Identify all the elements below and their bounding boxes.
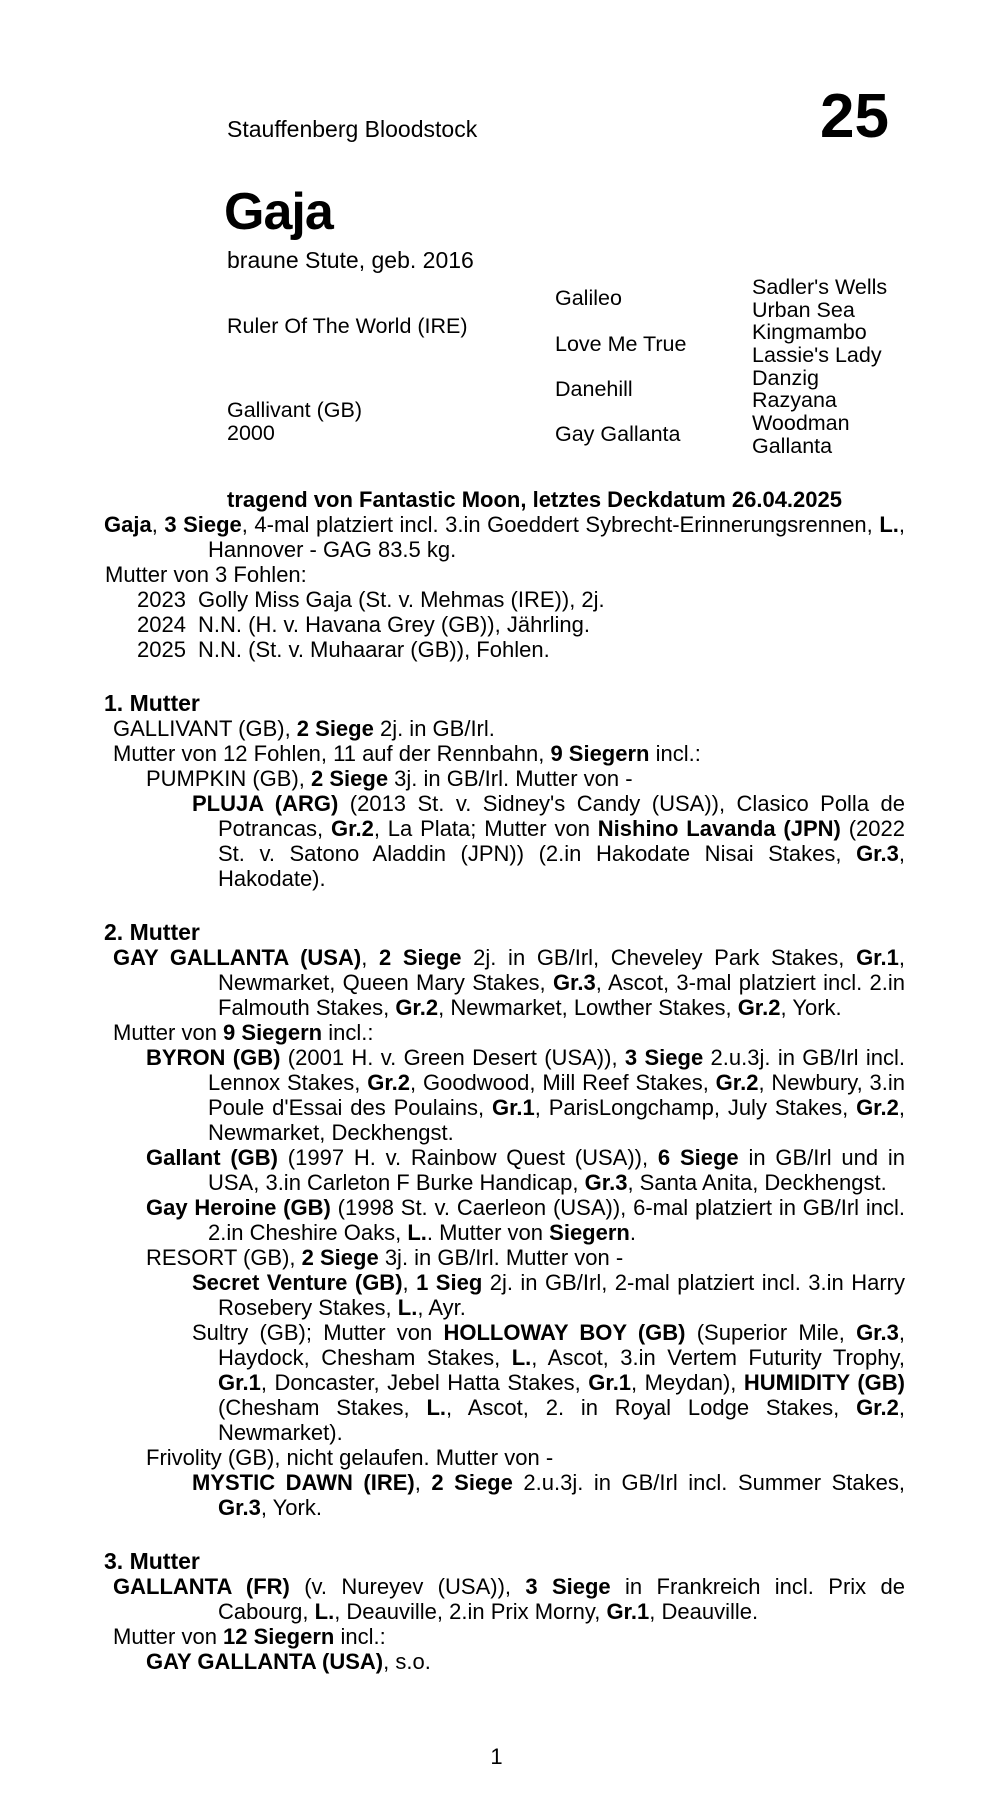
plain-text: , Santa Anita, Deckhengst. xyxy=(627,1170,887,1195)
plain-text: , xyxy=(361,945,379,970)
emphasized-text: L. xyxy=(879,512,899,537)
plain-text: RESORT (GB), xyxy=(146,1245,302,1270)
plain-text: , York. xyxy=(780,995,842,1020)
pedigree-grandparent: Love Me True xyxy=(555,331,687,356)
pedigree-great-grandparent: Kingmambo xyxy=(752,320,867,345)
emphasized-text: Siegern xyxy=(549,1220,630,1245)
plain-text: GALLIVANT (GB), xyxy=(113,716,297,741)
lot-number: 25 xyxy=(820,82,889,151)
emphasized-text: Gr.1 xyxy=(218,1370,261,1395)
emphasized-text: Gr.3 xyxy=(856,841,899,866)
emphasized-text: 9 Siegern xyxy=(550,741,650,766)
emphasized-text: 9 Siegern xyxy=(223,1020,323,1045)
plain-text: Frivolity (GB), nicht gelaufen. Mutter von - xyxy=(146,1445,554,1470)
pedigree-text-paragraph xyxy=(104,1145,905,1195)
plain-text: , York. xyxy=(260,1495,322,1520)
emphasized-text: 3 Siege xyxy=(164,512,242,537)
plain-text: (1997 H. v. Rainbow Quest (USA)), xyxy=(278,1145,658,1170)
covering-status-line: tragend von Fantastic Moon, letztes Deckdatum 26.04.2025 xyxy=(227,487,842,512)
plain-text: , xyxy=(414,1470,432,1495)
plain-text: , La Plata; Mutter von xyxy=(373,816,598,841)
plain-text: , Newmarket). xyxy=(218,1395,905,1445)
plain-text: , xyxy=(151,512,165,537)
mutter-section-heading: 1. Mutter xyxy=(104,690,200,716)
plain-text: Mutter von xyxy=(113,1020,224,1045)
plain-text: , ParisLongchamp, July Stakes, xyxy=(534,1095,857,1120)
pedigree-text-paragraph xyxy=(104,1320,905,1445)
plain-text: Mutter von xyxy=(113,1624,224,1649)
plain-text: , Ayr. xyxy=(417,1295,466,1320)
pedigree-text-paragraph xyxy=(104,1270,905,1320)
emphasized-text: Gr.3 xyxy=(856,1320,899,1345)
pedigree-great-grandparent: Woodman xyxy=(752,411,850,436)
pedigree-text-block xyxy=(104,487,905,1674)
page-number: 1 xyxy=(490,1744,503,1769)
pedigree-text-paragraph xyxy=(104,791,905,891)
plain-text: , xyxy=(402,1270,417,1295)
foal-row xyxy=(104,587,905,612)
pedigree-grandparent: Gay Gallanta xyxy=(555,422,681,447)
plain-text: , Goodwood, Mill Reef Stakes, xyxy=(410,1070,716,1095)
plain-text: , Doncaster, Jebel Hatta Stakes, xyxy=(260,1370,589,1395)
emphasized-text: L. xyxy=(511,1345,532,1370)
emphasized-text: 2 Siege xyxy=(431,1470,513,1495)
foal-list xyxy=(104,587,905,662)
plain-text: , 4-mal platziert incl. 3.in Goeddert Sybrecht-Erinnerungsrennen, xyxy=(241,512,880,537)
emphasized-text: Gaja xyxy=(104,512,152,537)
emphasized-text: 6 Siege xyxy=(657,1145,739,1170)
publisher-name: Stauffenberg Bloodstock xyxy=(227,116,478,142)
emphasized-text: Gr.3 xyxy=(584,1170,628,1195)
emphasized-text: 2 Siege xyxy=(311,766,389,791)
pedigree-text-paragraph xyxy=(104,1195,905,1245)
dam-sections xyxy=(104,691,905,1674)
plain-text: Mutter von 12 Fohlen, 11 auf der Rennbahn, xyxy=(113,741,551,766)
foal-description: N.N. (St. v. Muhaarar (GB)), Fohlen. xyxy=(198,637,550,662)
plain-text: , Ascot, 3.in Vertem Futurity Trophy, xyxy=(531,1345,905,1370)
emphasized-text: Gr.1 xyxy=(491,1095,535,1120)
plain-text: in GB/Irl und in USA, 3.in Carleton F Burke Handicap, xyxy=(208,1145,905,1195)
emphasized-text: Gr.2 xyxy=(367,1070,411,1095)
plain-text: , Deauville, 2.in Prix Morny, xyxy=(334,1599,607,1624)
emphasized-text: Gr.2 xyxy=(715,1070,759,1095)
pedigree-grandparent: Galileo xyxy=(555,286,622,311)
plain-text: , Hakodate). xyxy=(218,841,905,891)
emphasized-text: Gr.2 xyxy=(737,995,781,1020)
emphasized-text: L. xyxy=(426,1395,447,1420)
pedigree-text-paragraph xyxy=(104,741,905,766)
emphasized-text: Gr.3 xyxy=(218,1495,261,1520)
plain-text: (1998 St. v. Caerleon (USA)), 6-mal platziert in GB/Irl incl. 2.in Cheshire Oaks, xyxy=(208,1195,905,1245)
emphasized-text: GAY GALLANTA (USA) xyxy=(146,1649,384,1674)
pedigree-text-paragraph xyxy=(104,716,905,741)
emphasized-text: L. xyxy=(314,1599,335,1624)
plain-text: PUMPKIN (GB), xyxy=(146,766,312,791)
foal-row xyxy=(104,612,905,637)
pedigree-great-grandparent: Danzig xyxy=(752,365,819,390)
plain-text: in Frankreich incl. Prix de Cabourg, xyxy=(218,1574,905,1624)
pedigree-great-grandparent: Urban Sea xyxy=(752,297,855,322)
pedigree-great-grandparent: Gallanta xyxy=(752,433,833,458)
plain-text: , Newbury, 3.in Poule d'Essai des Poulains, xyxy=(208,1070,905,1120)
plain-text: , Ascot, 3-mal platziert incl. 2.in Falmouth Stakes, xyxy=(218,970,905,1020)
horse-name-title: Gaja xyxy=(224,183,333,241)
emphasized-text: MYSTIC DAWN (IRE) xyxy=(192,1470,415,1495)
plain-text: (2001 H. v. Green Desert (USA)), xyxy=(280,1045,625,1070)
plain-text: , Deauville. xyxy=(649,1599,759,1624)
emphasized-text: 3 Siege xyxy=(624,1045,704,1070)
emphasized-text: Gr.2 xyxy=(856,1095,899,1120)
pedigree-text-paragraph xyxy=(104,766,905,791)
plain-text: incl.: xyxy=(322,1020,374,1045)
plain-text: (Chesham Stakes, xyxy=(218,1395,427,1420)
emphasized-text: GALLANTA (FR) xyxy=(113,1574,290,1599)
plain-text: 3j. in GB/Irl. Mutter von - xyxy=(388,766,633,791)
emphasized-text: L. xyxy=(407,1220,427,1245)
emphasized-text: Gay Heroine (GB) xyxy=(146,1195,331,1220)
mutter-section-heading: 3. Mutter xyxy=(104,1548,200,1574)
plain-text: (2022 St. v. Satono Aladdin (JPN)) (2.in Hakodate Nisai Stakes, xyxy=(218,816,905,866)
plain-text: 2.u.3j. in GB/Irl incl. Lennox Stakes, xyxy=(208,1045,905,1095)
mutter-section-heading: 2. Mutter xyxy=(104,919,200,945)
emphasized-text: Gr.1 xyxy=(606,1599,650,1624)
plain-text: Sultry (GB); Mutter von xyxy=(192,1320,444,1345)
plain-text: , Newmarket, Queen Mary Stakes, xyxy=(218,945,905,995)
pedigree-text-paragraph xyxy=(104,1624,905,1649)
foal-year: 2023 xyxy=(137,587,186,612)
emphasized-text: Gr.3 xyxy=(552,970,596,995)
plain-text: 3j. in GB/Irl. Mutter von - xyxy=(378,1245,624,1270)
emphasized-text: 2 Siege xyxy=(378,945,462,970)
pedigree-text-paragraph xyxy=(104,1649,905,1674)
pedigree-dam-name: Gallivant (GB) xyxy=(227,398,363,423)
emphasized-text: BYRON (GB) xyxy=(146,1045,281,1070)
pedigree-text-paragraph xyxy=(104,1020,905,1045)
emphasized-text: Gr.1 xyxy=(588,1370,632,1395)
emphasized-text: Gallant (GB) xyxy=(146,1145,279,1170)
pedigree-grandparent: Danehill xyxy=(555,377,633,402)
foal-row xyxy=(104,637,905,662)
plain-text: . xyxy=(629,1220,636,1245)
emphasized-text: GAY GALLANTA (USA) xyxy=(113,945,362,970)
foal-description: N.N. (H. v. Havana Grey (GB)), Jährling. xyxy=(198,612,591,637)
emphasized-text: Gr.2 xyxy=(331,816,374,841)
emphasized-text: 1 Sieg xyxy=(416,1270,483,1295)
pedigree-sire-name: Ruler Of The World (IRE) xyxy=(227,314,468,339)
plain-text: (v. Nureyev (USA)), xyxy=(289,1574,526,1599)
plain-text: , Ascot, 2. in Royal Lodge Stakes, xyxy=(446,1395,857,1420)
pedigree-great-grandparent: Sadler's Wells xyxy=(752,275,888,299)
pedigree-text-paragraph xyxy=(104,1574,905,1624)
emphasized-text: 2 Siege xyxy=(301,1245,379,1270)
plain-text: . Mutter von xyxy=(426,1220,550,1245)
plain-text: , s.o. xyxy=(383,1649,431,1674)
plain-text: (Superior Mile, xyxy=(685,1320,857,1345)
pedigree-great-grandparent: Lassie's Lady xyxy=(752,343,882,368)
emphasized-text: 12 Siegern xyxy=(223,1624,335,1649)
foal-description: Golly Miss Gaja (St. v. Mehmas (IRE)), 2j. xyxy=(198,587,605,612)
plain-text: , Haydock, Chesham Stakes, xyxy=(218,1320,905,1370)
plain-text: 2.u.3j. in GB/Irl incl. Summer Stakes, xyxy=(512,1470,905,1495)
pedigree-dam-year: 2000 xyxy=(227,421,275,446)
horse-description: braune Stute, geb. 2016 xyxy=(227,247,474,273)
emphasized-text: HOLLOWAY BOY (GB) xyxy=(443,1320,686,1345)
foal-year: 2024 xyxy=(137,612,186,637)
emphasized-text: HUMIDITY (GB) xyxy=(743,1370,906,1395)
emphasized-text: PLUJA (ARG) xyxy=(192,791,339,816)
emphasized-text: 3 Siege xyxy=(525,1574,611,1599)
emphasized-text: Gr.2 xyxy=(856,1395,899,1420)
emphasized-text: 2 Siege xyxy=(296,716,374,741)
race-record-paragraph xyxy=(104,512,905,562)
plain-text: , Newmarket, Lowther Stakes, xyxy=(438,995,738,1020)
plain-text: , Meydan), xyxy=(631,1370,744,1395)
plain-text: (2013 St. v. Sidney's Candy (USA)), Clasico Polla de Potrancas, xyxy=(218,791,905,841)
emphasized-text: Gr.1 xyxy=(856,945,899,970)
plain-text: incl.: xyxy=(334,1624,386,1649)
produce-count-line: Mutter von 3 Fohlen: xyxy=(105,562,307,587)
emphasized-text: L. xyxy=(397,1295,418,1320)
plain-text: 2j. in GB/Irl, 2-mal platziert incl. 3.in Harry Rosebery Stakes, xyxy=(218,1270,906,1320)
plain-text: 2j. in GB/Irl, Cheveley Park Stakes, xyxy=(461,945,857,970)
pedigree-dam xyxy=(227,367,555,458)
foal-year: 2025 xyxy=(137,637,186,662)
pedigree-text-paragraph xyxy=(104,945,905,1020)
pedigree-text-paragraph xyxy=(104,1470,905,1520)
emphasized-text: Nishino Lavanda (JPN) xyxy=(597,816,841,841)
emphasized-text: Gr.2 xyxy=(395,995,439,1020)
pedigree-text-paragraph xyxy=(104,1045,905,1145)
plain-text: , Hannover - GAG 83.5 kg. xyxy=(208,512,905,562)
pedigree-sire xyxy=(227,276,555,367)
plain-text: , Newmarket, Deckhengst. xyxy=(208,1095,905,1145)
pedigree-great-grandparent: Razyana xyxy=(752,388,837,413)
plain-text: incl.: xyxy=(649,741,701,766)
pedigree-text-paragraph xyxy=(104,1245,905,1270)
emphasized-text: Secret Venture (GB) xyxy=(192,1270,403,1295)
plain-text: 2j. in GB/Irl. xyxy=(373,716,495,741)
pedigree-table xyxy=(227,276,907,458)
pedigree-text-paragraph xyxy=(104,1445,905,1470)
